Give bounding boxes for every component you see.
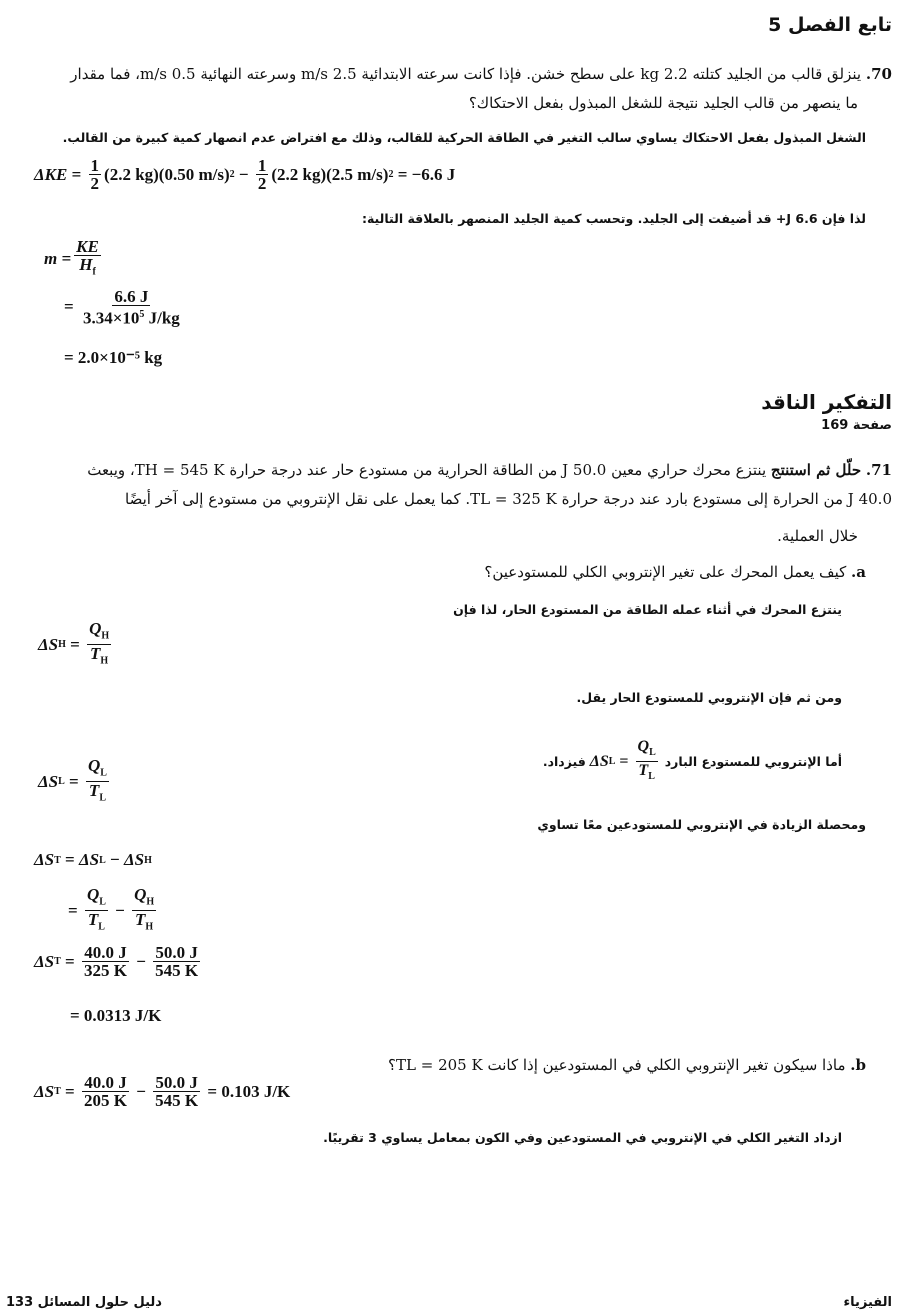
section-title: التفكير الناقد — [761, 390, 892, 414]
q71a-label: a. — [851, 563, 866, 581]
eq3-num2: 50.0 J — [155, 943, 198, 962]
eq-m2-num: 6.6 J — [114, 287, 149, 306]
eq-ds-t-2: = $\frac{Q_L}{T_L}$ − $\frac{Q_H}{T_H}$ — [68, 885, 155, 933]
eqb-den1: 205 K — [83, 1091, 127, 1110]
section-page: صفحة 169 — [821, 418, 892, 433]
q71a-ans3-post: فيزداد. — [542, 754, 586, 770]
q70-answer2: لذا فإن 6.6 J+ قد أضيفت إلى الجليد. وتحسب كمية الجليد المنصهر بالعلاقة التالية: — [361, 211, 866, 226]
q71a-question: كيف يعمل المحرك على تغير الإنتروبي الكلي للمستودعين؟ — [484, 563, 847, 581]
chapter-header: تابع الفصل 5 — [768, 14, 892, 36]
result-b: = 0.103 J/K — [207, 1081, 291, 1101]
eqb-num1: 40.0 J — [84, 1073, 127, 1092]
q71-lead: حلّل ثم استنتج — [770, 461, 862, 479]
eq-ke-term2: (2.2 kg)(2.5 m/s) — [271, 164, 389, 184]
eq-mass-3: = 2.0×10⁻⁵ kg — [64, 348, 163, 367]
q70-line2: ما ينصهر من قالب الجليد نتيجة للشغل المبذول بفعل الاحتكاك؟ — [468, 94, 858, 112]
eq-m-den-sub: f — [92, 266, 96, 278]
q71a-text — [484, 560, 866, 584]
eqb-num2: 50.0 J — [155, 1073, 198, 1092]
eq-m2-unit: J/kg — [144, 308, 180, 328]
eq-b: ΔS T = $\frac{40.0 J}{205 K}$ − $\frac{50.0 J}{545 K}$ = 0.103 J/K — [34, 1073, 291, 1110]
eq-ds-h: ΔS H = $\frac{Q_H}{T_H}$ — [38, 619, 110, 667]
q71a-ans1: ينتزع المحرك في أثناء عمله الطاقة من المستودع الحار، لذا فإن — [453, 602, 842, 617]
footer-right: الفيزياء — [843, 1295, 892, 1310]
eq-m-den: H — [79, 255, 93, 274]
eq3-num1: 40.0 J — [84, 943, 127, 962]
eq-mass — [44, 238, 104, 280]
q71-number: 71. — [865, 461, 892, 479]
q71a-ans3-pre: أما الإنتروبي للمستودع البارد — [664, 754, 842, 770]
eq-m2-exp: 5 — [139, 309, 145, 320]
q71-line3: خلال العملية. — [777, 527, 858, 545]
eq3-den1: 325 K — [83, 961, 127, 980]
q71a-ans2: ومن ثم فإن الإنتروبي للمستودع الحار يقل. — [576, 690, 842, 705]
eq-m-num: KE — [76, 237, 99, 256]
eq-ke-lhs: ΔKE — [34, 164, 68, 184]
q71-line2: 40.0 J من الحرارة إلى مستودع بارد عند درجة حرارة TL = 325 K. كما يعمل على نقل الإنتروبي من مستودع إلى آخر أيضًا — [125, 490, 892, 508]
result-a: = 0.0313 J/K — [70, 1006, 162, 1025]
q71a-ans3 — [543, 738, 842, 785]
eq3-den2: 545 K — [155, 961, 199, 980]
q70-answer1: الشغل المبذول بفعل الاحتكاك يساوي سالب التغير في الطاقة الحركية للقالب، وذلك مع افتراض عدم انصهار كمية كبيرة من القالب. — [62, 130, 866, 145]
q71b-question: ماذا سيكون تغير الإنتروبي الكلي في المستودعين إذا كانت TL = 205 K؟ — [388, 1056, 846, 1074]
eq-m2-den: 3.34×10 — [82, 308, 140, 328]
q71-text — [4, 458, 892, 482]
eq-inline-ds-l: ΔS L = $\frac{Q_L}{T_L}$ — [589, 738, 656, 783]
eq-ds-l: ΔS L = $\frac{Q_L}{T_L}$ — [38, 756, 107, 804]
q71b-label: b. — [850, 1056, 866, 1074]
q70-line1: ينزلق قالب من الجليد كتلته 2.2 kg على سطح خشن. فإذا كانت سرعته الابتدائية 2.5 m/s وسرعته النهائية 0.5 m/s، فما مقدار — [70, 65, 862, 83]
eq-m-lhs: m = — [44, 249, 72, 269]
q70-number: 70. — [865, 65, 892, 83]
q70-text — [4, 62, 892, 86]
eq-ke-term1: (2.2 kg)(0.50 m/s) — [104, 164, 230, 184]
q71b-ans: ازداد التغير الكلي في الإنتروبي في المستودعين وفي الكون بمعامل يساوي 3 تقريبًا. — [323, 1130, 842, 1145]
eqb-den2: 545 K — [155, 1091, 199, 1110]
eq-mass-2: = $\frac{6.6 J}{3.34\times 10^5 J/kg}$ — [64, 287, 180, 328]
q71a-ans4: ومحصلة الزيادة في الإنتروبي للمستودعين معًا تساوي — [537, 817, 866, 832]
eq-ds-t: ΔS T = ΔS L − ΔS H — [34, 850, 152, 869]
eq-ke-result: = −6.6 J — [397, 164, 456, 184]
eq-delta-ke: ΔKE = $\frac{1}{2}$ (2.2 kg)(0.50 m/s) 2 − $\frac{1}{2}$ (2.2 kg)(2.5 m/s) 2 = −6.6 J — [34, 156, 456, 193]
q71-line1: ينتزع محرك حراري معين 50.0 J من الطاقة الحرارية من مستودع حار عند درجة حرارة TH = 545 K، ويبعث — [87, 461, 767, 479]
footer-left: دليل حلول المسائل 133 — [6, 1295, 162, 1310]
q71b-text — [388, 1053, 866, 1077]
eq-ds-t-3: ΔS T = $\frac{40.0 J}{325 K}$ − $\frac{50.0 J}{545 K}$ — [34, 943, 199, 980]
